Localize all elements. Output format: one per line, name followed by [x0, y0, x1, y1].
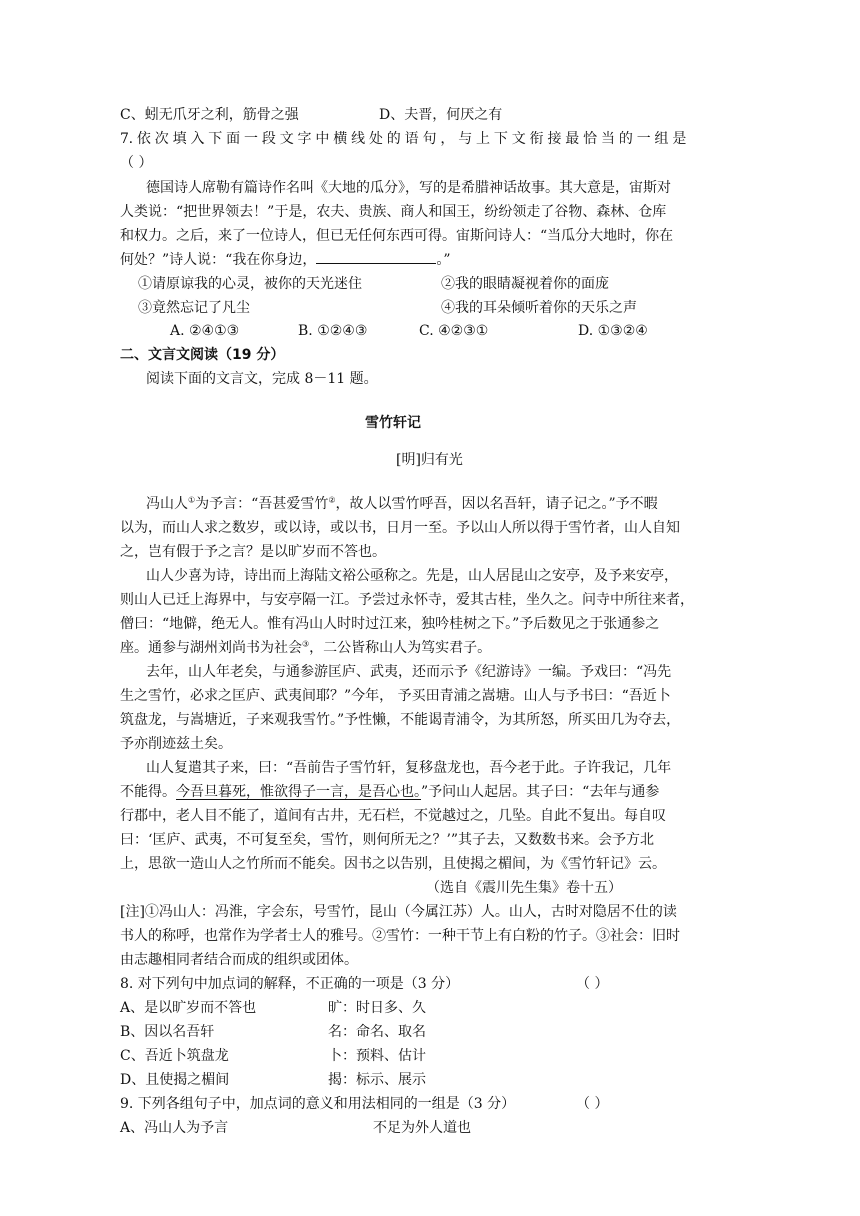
- text-source: （选自《震川先生集》卷十五）: [426, 880, 622, 896]
- text-p2-line-4: 座。通参与湖州刘尚书为社会③，二公皆称山人为笃实君子。: [120, 639, 492, 656]
- q7-option-c: C. ④②③①: [419, 323, 489, 339]
- q7-passage-line-3: 和权力。之后，来了一位诗人，但已无任何东西可得。宙斯问诗人：“当瓜分大地时，你在: [120, 228, 674, 244]
- q6-option-d: D、夫晋，何厌之有: [379, 107, 503, 123]
- q7-sentence-1: ①请原谅我的心灵，被你的天光迷住: [138, 276, 362, 292]
- text-p3-line-4: 予亦削迹兹土矣。: [120, 736, 232, 752]
- text-p4-line-1: 山人复遣其子来，曰：“吾前告子雪竹轩，复移盘龙也，吾今老于此。子许我记，几年: [146, 760, 672, 776]
- text-p1-line-2: 以为，而山人求之数岁，或以诗，或以书，日月一至。予以山人所以得于雪竹者，山人自知: [120, 520, 680, 536]
- q8-option-a-gloss: 旷：时日多、久: [328, 1000, 426, 1016]
- essay-title: 雪竹轩记: [365, 415, 421, 431]
- note-line-2: 书人的称呼，也常作为学者士人的雅号。②雪竹：一种干节上有白粉的竹子。③社会：旧时: [120, 928, 680, 944]
- footnote-marker: ②: [328, 495, 336, 505]
- q8-option-a: A、是以旷岁而不答也: [120, 1000, 257, 1016]
- text-p3-line-3: 筑盘龙，与嵩塘近，子来观我雪竹。”予性懒，不能谒青浦令，为其所怒，所买田几为夺去，: [120, 712, 681, 728]
- text-p3-line-2: 生之雪竹，必求之匡庐、武夷间耶？”今年， 予买田青浦之嵩塘。山人与予书曰：“吾近卜: [120, 688, 671, 704]
- q7-option-a: A. ②④①③: [170, 323, 240, 339]
- q7-sentence-3: ③竟然忘记了凡尘: [138, 300, 250, 316]
- answer-blank: [316, 251, 436, 264]
- text-p2-line-1: 山人少喜为诗，诗出而上海陆文裕公亟称之。先是，山人居昆山之安亭，及予来安亭，: [146, 568, 678, 584]
- note-line-1: [注]①冯山人：冯淮，字会东，号雪竹，昆山（今属江苏）人。山人，古时对隐居不仕的读: [120, 904, 677, 920]
- text-p4-line-2: 不能得。今吾旦暮死，惟欲得子一言，是吾心也。”予问山人起居。其子曰：“去年与通参: [120, 784, 660, 800]
- section-intro: 阅读下面的文言文，完成 8－11 题。: [146, 371, 378, 387]
- q7-sentence-2: ②我的眼睛凝视着你的面庞: [441, 276, 609, 292]
- text-p4-line-3: 行郡中，老人目不能了，道间有古井，无石栏，不觉越过之，几坠。自此不复出。每自叹: [120, 808, 666, 824]
- q6-option-c: C、蚓无爪牙之利，筋骨之强: [120, 107, 299, 123]
- q8-option-c: C、吾近卜筑盘龙: [120, 1048, 229, 1064]
- underlined-sentence: 今吾旦暮死，惟欲得子一言，是吾心也。: [176, 784, 421, 800]
- q8-option-b-gloss: 名：命名、取名: [328, 1024, 426, 1040]
- q8-option-d: D、且使揭之楣间: [120, 1072, 230, 1088]
- text-p1-line-1: 冯山人①为予言：“吾甚爱雪竹②，故人以雪竹呼吾，因以名吾轩，请子记之。”予不暇: [146, 495, 658, 512]
- essay-author: [明]归有光: [396, 452, 463, 468]
- text-p4-line-5: 上，思欲一造山人之竹所而不能矣。因书之以告别，且使揭之楣间，为《雪竹轩记》云。: [120, 856, 666, 872]
- footnote-marker: ①: [188, 495, 196, 505]
- section-heading: 二、文言文阅读（19 分）: [120, 347, 285, 363]
- note-line-3: 由志趣相同者结合而成的组织或团体。: [120, 952, 358, 968]
- q7-sentence-4: ④我的耳朵倾听着你的天乐之声: [441, 300, 637, 316]
- footnote-marker: ③: [302, 639, 310, 649]
- q9-option-a-left: A、冯山人为予言: [120, 1120, 229, 1136]
- text-p2-line-3: 僧曰：“地僻，绝无人。惟有冯山人时时过江来，独吟桂树之下。”予后数见之于张通参之: [120, 616, 660, 632]
- q7-passage-line-2: 人类说：“把世界领去！”于是，农夫、贵族、商人和国王，纷纷领走了谷物、森林、仓库: [120, 204, 667, 220]
- q9-paren: （ ）: [576, 1096, 609, 1112]
- text-p4-line-4: 曰：‘匡庐、武夷，不可复至矣，雪竹，则何所无之？’”其子去，又数数书来。会予方北: [120, 832, 655, 848]
- text-p2-line-2: 则山人已迁上海界中，与安亭隔一江。予尝过永怀寺，爱其古桂，坐久之。问寺中所往来者，: [120, 592, 694, 608]
- q8-stem: 8. 对下列句中加点词的解释，不正确的一项是（3 分）: [120, 976, 460, 992]
- q8-option-b: B、因以名吾轩: [120, 1024, 215, 1040]
- q8-paren: （ ）: [576, 976, 609, 992]
- text-p1-line-3: 之，岂有假于予之言？是以旷岁而不答也。: [120, 544, 386, 560]
- q9-stem: 9. 下列各组句子中，加点词的意义和用法相同的一组是（3 分）: [120, 1096, 516, 1112]
- q9-option-a-right: 不足为外人道也: [373, 1120, 471, 1136]
- q7-paren: （ ）: [120, 155, 153, 171]
- q7-passage-line-4: 何处？”诗人说：“我在你身边， 。”: [120, 252, 451, 268]
- q7-option-b: B. ①②④③: [298, 323, 368, 339]
- q7-stem: 7. 依 次 填 入 下 面 一 段 文 字 中 横 线 处 的 语 句 ， 与 上 下 文 衔 接 最 恰 当 的 一 组 是: [120, 131, 687, 147]
- q7-passage-line-1: 德国诗人席勒有篇诗作名叫《大地的瓜分》，写的是希腊神话故事。其大意是，宙斯对: [146, 180, 671, 196]
- q7-option-d: D. ①③②④: [578, 323, 648, 339]
- q8-option-d-gloss: 揭：标示、展示: [328, 1072, 426, 1088]
- q8-option-c-gloss: 卜：预料、估计: [328, 1048, 426, 1064]
- text-p3-line-1: 去年，山人年老矣，与通参游匡庐、武夷，还而示予《纪游诗》一编。予戏曰：“冯先: [146, 664, 672, 680]
